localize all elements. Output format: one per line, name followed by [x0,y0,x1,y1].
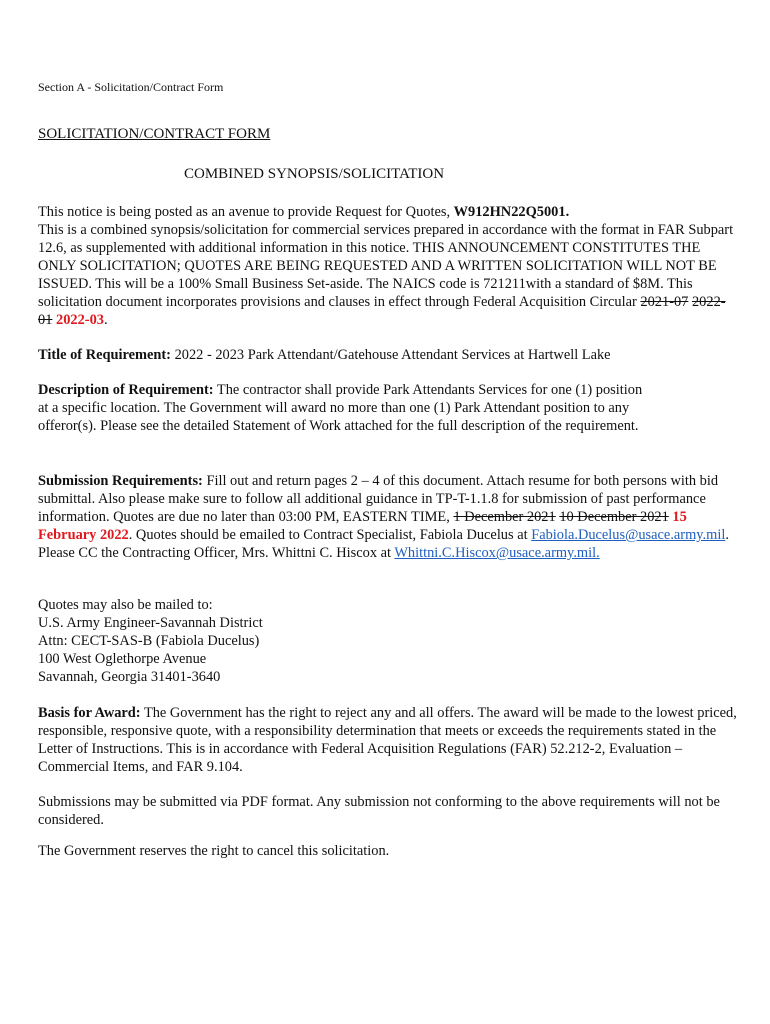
basis-value: The Government has the right to reject any and all offers. The award will be made to the lowest priced, responsible, responsive quote, with a responsibility determination that meets or exceeds the requirements stated in the Letter of Instructions. This is in accordance with Federal Acquisition Regulations (FAR) 52.212-2, Evaluation – Commercial Items, and FAR 9.104. [38,705,737,775]
struck-fac-2: 2022-01 [38,294,726,328]
basis-label: Basis for Award: [38,705,141,721]
submission-paragraph [38,472,738,562]
notice-body: This is a combined synopsis/solicitation for commercial services prepared in accordance with the format in FAR Subpart 12.6, as supplemented with additional information in this notice. THIS ANNOUNCEMENT CONSTITUTES THE ONLY SOLICITATION; QUOTES ARE BEING REQUESTED AND A WRITTEN SOLICITATION WILL NOT BE ISSUED. This will be a 100% Small Business Set-aside. The NAICS code is 721211with a standard of $8M. This solicitation document incorporates provisions and clauses in effect through Federal Acquisition Circular [38,222,734,310]
current-fac: 2022-03 [56,312,104,328]
mail-line-1: U.S. Army Engineer-Savannah District [38,615,263,631]
description-paragraph [38,381,648,435]
mail-address-block [38,596,738,686]
title-label: Title of Requirement: [38,347,171,363]
description-value: The contractor shall provide Park Attendants Services for one (1) position at a specific location. The Government will award no more than one (1) Park Attendant position to any offeror(s). Please see the detailed Statement of Work attached for the full description of the requirement. [38,382,643,434]
email-link-contracting-officer[interactable]: Whittni.C.Hiscox@usace.army.mil. [394,545,600,561]
struck-date-2: 10 December 2021 [559,509,669,525]
form-title: SOLICITATION/CONTRACT FORM [38,126,271,142]
section-header: Section A - Solicitation/Contract Form [38,80,224,94]
submission-text-3: . Please CC the Contracting Officer, Mrs. Whittni C. Hiscox at [38,527,729,561]
basis-for-award-paragraph [38,704,738,776]
notice-paragraph [38,203,738,329]
description-label: Description of Requirement: [38,382,214,398]
current-due-date: 15 February 2022 [38,509,687,543]
struck-fac-1: 2021-07 [640,294,689,310]
title-of-requirement [38,346,738,364]
submission-text-1: Fill out and return pages 2 – 4 of this document. Attach resume for both persons with bid submittal. Also please make sure to follow all additional guidance in TP-T-1.1.8 for submission of past performance information. Quotes are due no later than 03:00 PM, EASTERN TIME, [38,473,719,525]
submission-text-2: . Quotes should be emailed to Contract Specialist, Fabiola Ducelus at [128,527,532,543]
notice-intro: This notice is being posted as an avenue to provide Request for Quotes, [38,204,454,220]
cancel-note: The Government reserves the right to cancel this solicitation. [38,843,390,859]
rfq-number: W912HN22Q5001. [453,204,570,220]
pdf-submission-note: Submissions may be submitted via PDF format. Any submission not conforming to the above requirements will not be considered. [38,794,720,828]
mail-line-2: Attn: CECT-SAS-B (Fabiola Ducelus) [38,633,260,649]
submission-label: Submission Requirements: [38,473,203,489]
email-link-specialist[interactable]: Fabiola.Ducelus@usace.army.mil [531,527,726,543]
mail-line-3: 100 West Oglethorpe Avenue [38,651,207,667]
mail-line-4: Savannah, Georgia 31401-3640 [38,669,221,685]
form-subtitle: COMBINED SYNOPSIS/SOLICITATION [184,166,445,182]
title-value: 2022 - 2023 Park Attendant/Gatehouse Attendant Services at Hartwell Lake [170,347,611,363]
notice-end: . [103,312,108,328]
mail-intro: Quotes may also be mailed to: [38,597,213,613]
struck-date-1: 1 December 2021 [453,509,556,525]
